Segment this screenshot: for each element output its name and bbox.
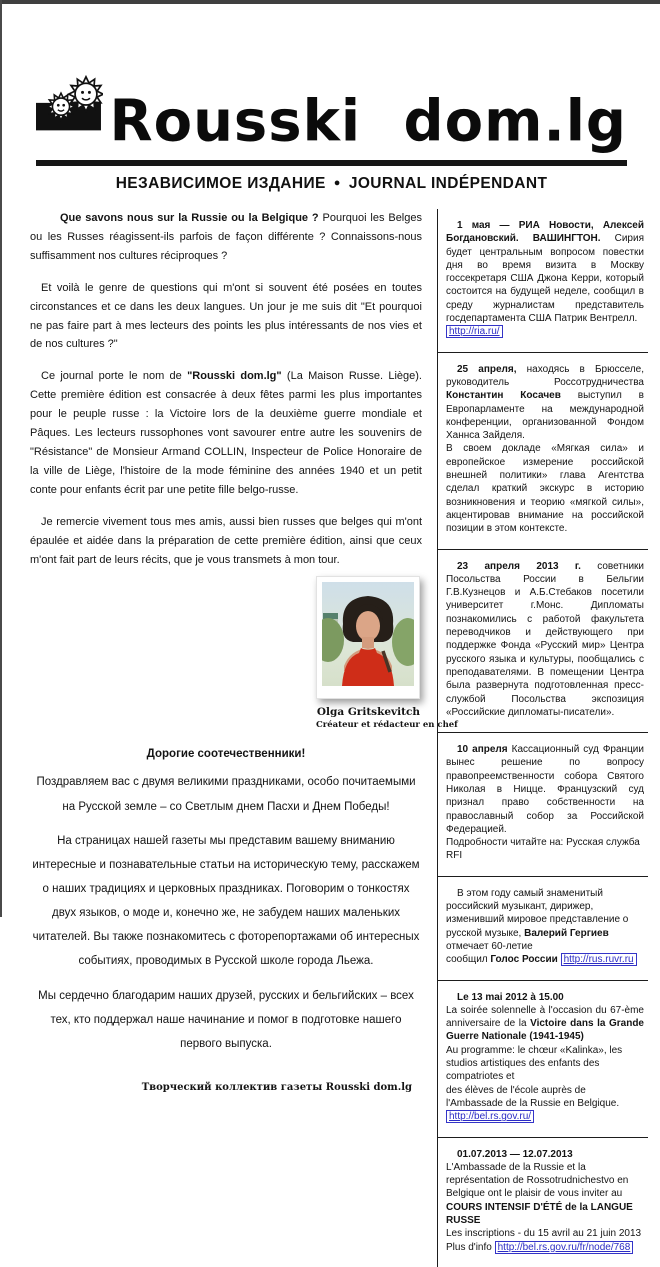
news-paragraph (446, 1241, 644, 1254)
greeting-paragraph: На страницах нашей газеты мы представим вашему вниманию интересные и познавательные статьи на историческую тему, расскажем о наших традициях и церковных праздниках. Поговорим о тонкостях двух языков, о моде и, конечно же, не забудем наших маленьких читателей. Вы также познакомитесь с фоторепортажами об интересных событиях, проводимых в Русской школе города Льежа. (32, 834, 420, 968)
news-column (437, 209, 648, 1267)
text-run: Victoire dans la Grande Guerre Nationale (1941-1945) (446, 1018, 644, 1043)
text-run: L'Ambassade de la Russie et la représentation de Rossotrudnichestvo en Belgique ont le plaisir de vous inviter au (446, 1161, 629, 1200)
text-run: Ce journal porte le nom de (41, 370, 188, 383)
news-item (438, 1138, 648, 1267)
news-item (438, 981, 648, 1138)
news-paragraph (446, 442, 644, 535)
news-paragraph (446, 887, 644, 953)
scan-edge-left (0, 0, 2, 917)
masthead (0, 0, 660, 193)
news-paragraph (446, 1148, 644, 1161)
logo-row (36, 54, 627, 155)
text-run: 10 апреля (457, 744, 508, 756)
editor-photo-block (316, 576, 458, 731)
text-run: 25 апреля, (457, 363, 517, 375)
text-run: 01.07.2013 — 12.07.2013 (457, 1148, 573, 1160)
news-paragraph (446, 1110, 644, 1123)
text-run: Голос России (490, 954, 561, 966)
news-paragraph (446, 953, 644, 966)
text-run: 23 апреля 2013 г. (457, 560, 581, 572)
logo-text: Rousski dom.lg (109, 88, 627, 155)
text-run: Кассационный суд Франции вынес решение по вопросу правопреемственности собора Святого Николая в Ницце. Французский суд признал право собственности на православный собор за Российской Федерацией. (446, 744, 644, 835)
editorial-paragraph (30, 513, 422, 570)
news-paragraph (446, 363, 644, 443)
mascot-matryoshka-icon (36, 54, 103, 148)
text-run: Les inscriptions - du 15 avril au 21 juin 2013 (446, 1228, 642, 1240)
news-item (438, 733, 648, 877)
news-paragraph (446, 1227, 644, 1240)
news-item (438, 550, 648, 734)
news-item (438, 877, 648, 981)
news-paragraph (446, 325, 644, 338)
external-link[interactable]: http://rus.ruvr.ru (561, 953, 637, 966)
news-paragraph (446, 1161, 644, 1201)
text-run: Константин Косачев (446, 390, 561, 402)
text-run: выступил в Европарламенте на международной конференции, организованной Фондом Ханнса Зайделя. (446, 390, 644, 442)
french-paragraphs (30, 209, 422, 569)
photo-caption-name: Olga Gritskevitch (316, 706, 420, 719)
masthead-rule (36, 160, 627, 166)
greeting-paragraph: Поздравляем вас с двумя великими праздниками, особо почитаемыми на Русской земле – со Светлым днем Пасхи и Днем Победы! (36, 776, 416, 813)
editor-photo (322, 582, 414, 686)
editorial-column (30, 209, 458, 1267)
russian-paragraphs (30, 770, 422, 1056)
text-run: отмечает 60-летие (446, 940, 533, 952)
photo-caption-role: Créateur et rédacteur en chef (316, 720, 458, 731)
text-run: В своем докладе «Мягкая сила» и европейское измерение российской внешней политики» глава Агентства сделал краткий экскурс в историю возникновения и теорию «мягкой силы», акцентировав внимание на российской позиции в этом контексте. (446, 443, 644, 535)
text-run: 1 мая — РИА Новости, Алексей Богдановский. ВАШИНГТОН. (446, 220, 644, 245)
text-run: Валерий Гергиев (524, 927, 609, 939)
tagline-ru: НЕЗАВИСИМОЕ ИЗДАНИЕ (115, 175, 326, 192)
text-run: Que savons nous sur la Russie ou la Belgique ? (60, 212, 319, 224)
external-link[interactable]: http://ria.ru/ (446, 325, 503, 338)
external-link[interactable]: http://bel.rs.gov.ru/fr/node/768 (495, 1241, 634, 1254)
tagline (36, 175, 627, 193)
scan-edge-top (0, 0, 660, 4)
text-run: Pourquoi les Belges ou les Russes réagissent-ils parfois de façon différente ? Connaissons-nous suffisamment nos cultures réciproques ? (30, 212, 422, 262)
news-item (438, 209, 648, 353)
news-paragraph (446, 1084, 644, 1111)
tagline-separator-dot: ● (333, 177, 341, 189)
news-paragraph (446, 836, 644, 863)
text-run: COURS INTENSIF D'ÉTÉ de la LANGUE RUSSE (446, 1201, 633, 1226)
external-link[interactable]: http://bel.rs.gov.ru/ (446, 1110, 534, 1123)
text-run: Et voilà le genre de questions qui m'ont si souvent été posées en toutes circonstances et ce dans les deux langues. Un jour je me suis dit "Et pourquoi ne pas faire part à mes lecteurs des points les plus intéressants de nos vies et de nos cultures ?" (30, 281, 422, 351)
tagline-fr: JOURNAL INDÉPENDANT (348, 175, 548, 192)
text-run: советники Посольства России в Бельгии Г.В.Кузнецов и А.Б.Стебаков посетили университет г.Монс. Дипломаты познакомились с работой факультета переводчиков и действующего при поддержке Фонда «Русский мир» Центра русского языка и культуры, пообщались с преподавателями. В помещении Центра была развернута подготовленная пресс-службой Посольства экспозиция «Российские дипломаты-писатели». (446, 560, 644, 718)
text-run: Plus d'info (446, 1241, 495, 1253)
editorial-signature: Творческий коллектив газеты Rousski dom.lg (141, 1081, 412, 1093)
news-paragraph (446, 743, 644, 836)
news-paragraph (446, 1201, 644, 1228)
editorial-paragraph (30, 279, 422, 355)
news-paragraph (446, 1044, 644, 1084)
text-run: (La Maison Russe. Liège). Cette première édition est consacrée à deux fêtes parmi les plus importantes pour le peuple russe : la Victoire lors de la deuxième guerre mondiale et Pâques. Les lecteurs russophones vont savourer entre autre les souvenirs de "Résistance" de Monsieur Armand COLLIN, Inspecteur de Police Honoraire de la ville de Liège, l'histoire de la mode féminine des années 1940 et un petit conte pour enfants écrit par une petite fille belgo-russe. (30, 370, 422, 496)
text-run: La soirée solennelle à l'occasion du 67-ème anniversaire de la (446, 1004, 644, 1030)
editorial-paragraph (30, 209, 422, 266)
text-run: В этом году самый знаменитый российский музыкант, дирижер, изменивший мировое представление о русской музыке, (446, 887, 629, 939)
greeting-paragraph: Мы сердечно благодарим наших друзей, русских и бельгийских – всех тех, кто поддержал наше начинание и помог в подготовке нашего первого выпуска. (38, 989, 414, 1050)
text-run: Le 13 mai 2012 à 15.00 (457, 991, 564, 1003)
editor-photo-frame (316, 576, 420, 699)
text-run: Подробности читайте на: Русская служба RFI (446, 837, 640, 862)
text-run: сообщил (446, 954, 491, 966)
text-run: "Rousski dom.lg" (187, 370, 282, 383)
editorial-paragraph (30, 367, 422, 499)
news-paragraph (446, 991, 644, 1004)
text-run: Je remercie vivement tous mes amis, aussi bien russes que belges qui m'ont épaulée et aidée dans la préparation de cette première édition, ainsi que ceux m'ont fait part de leurs récits, que je vous transmets à mon tour. (30, 515, 422, 566)
page-body (30, 209, 648, 1267)
text-run: Au programme: le chœur «Kalinka», les studios artistiques des enfants des compatriotes et (446, 1044, 623, 1083)
text-run: Сирия будет центральным вопросом повестки дня во время визита в Москву госсекретаря США Джона Керри, который состоится на будущей неделе, сообщил в среду журналистам представитель госдепартамента США Патрик Вентрелл. (446, 233, 644, 325)
text-run: находясь в Брюсселе, руководитель Россотрудничества (446, 363, 645, 388)
news-paragraph (446, 219, 644, 325)
text-run: des élèves de l'école auprès de l'Ambassade de la Russie en Belgique. (446, 1084, 620, 1109)
news-paragraph (446, 560, 644, 720)
news-item (438, 353, 648, 550)
news-paragraph (446, 1004, 644, 1044)
greeting-title: Дорогие соотечественники! (146, 748, 306, 761)
